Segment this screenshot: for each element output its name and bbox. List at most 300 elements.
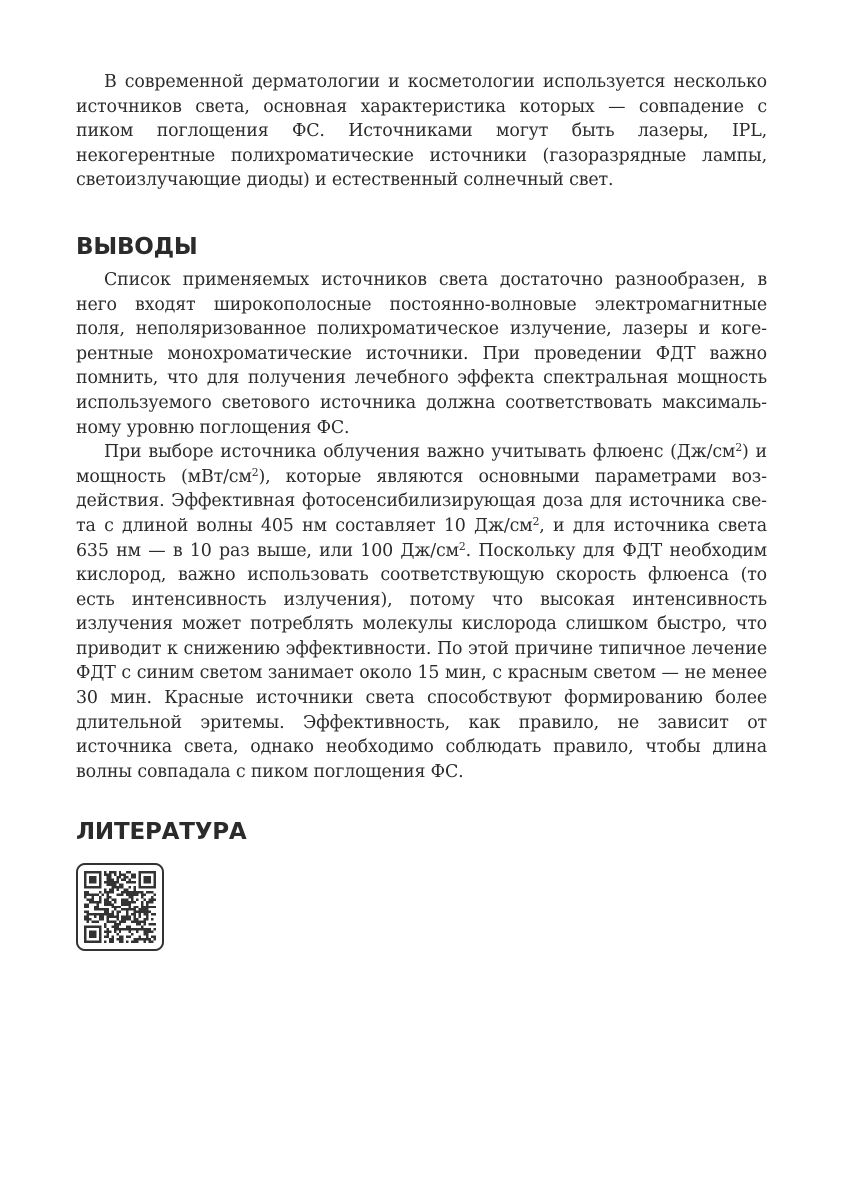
qr-module — [114, 881, 116, 883]
qr-module — [91, 881, 93, 883]
qr-module — [109, 901, 111, 903]
qr-module — [104, 914, 106, 916]
qr-module — [129, 871, 131, 873]
qr-module — [111, 881, 113, 883]
qr-module — [126, 881, 128, 883]
qr-module — [121, 941, 123, 943]
qr-module — [121, 904, 123, 906]
qr-module — [99, 884, 101, 886]
qr-module — [94, 871, 96, 873]
qr-module — [96, 914, 98, 916]
qr-module — [99, 874, 101, 876]
qr-module — [84, 879, 86, 881]
qr-module — [134, 921, 136, 923]
qr-module — [89, 881, 91, 883]
qr-module — [126, 911, 128, 913]
qr-module — [109, 914, 111, 916]
qr-module — [139, 876, 141, 878]
qr-module — [146, 871, 148, 873]
qr-module — [154, 906, 156, 908]
qr-module — [144, 881, 146, 883]
qr-module — [111, 884, 113, 886]
qr-module — [136, 906, 138, 908]
qr-module — [111, 904, 113, 906]
qr-module — [146, 934, 148, 936]
qr-module — [99, 891, 101, 893]
qr-module — [129, 929, 131, 931]
qr-module — [136, 919, 138, 921]
qr-module — [121, 909, 123, 911]
qr-module — [114, 901, 116, 903]
qr-module — [134, 889, 136, 891]
qr-module — [149, 931, 151, 933]
qr-module — [139, 884, 141, 886]
qr-module — [109, 921, 111, 923]
qr-module — [89, 941, 91, 943]
qr-module — [94, 934, 96, 936]
qr-module — [91, 914, 93, 916]
qr-module — [89, 871, 91, 873]
qr-module — [141, 896, 143, 898]
qr-module — [144, 899, 146, 901]
qr-module — [134, 911, 136, 913]
qr-module — [124, 876, 126, 878]
qr-module — [109, 904, 111, 906]
qr-module — [104, 881, 106, 883]
qr-module — [94, 876, 96, 878]
qr-module — [154, 886, 156, 888]
qr-module — [106, 876, 108, 878]
qr-module — [94, 886, 96, 888]
qr-module — [141, 891, 143, 893]
qr-module — [149, 941, 151, 943]
qr-module — [96, 901, 98, 903]
qr-module — [134, 909, 136, 911]
qr-module — [121, 919, 123, 921]
qr-module — [154, 884, 156, 886]
qr-module — [109, 889, 111, 891]
qr-module — [91, 901, 93, 903]
qr-module — [129, 891, 131, 893]
qr-module — [109, 879, 111, 881]
qr-module — [99, 899, 101, 901]
qr-module — [146, 901, 148, 903]
qr-module — [106, 921, 108, 923]
qr-module — [86, 911, 88, 913]
qr-module — [84, 936, 86, 938]
qr-module — [154, 879, 156, 881]
qr-module — [99, 871, 101, 873]
qr-module — [151, 931, 153, 933]
qr-module — [84, 941, 86, 943]
qr-module — [146, 904, 148, 906]
qr-module — [134, 876, 136, 878]
qr-module — [129, 909, 131, 911]
qr-module — [111, 914, 113, 916]
qr-module — [94, 921, 96, 923]
qr-module — [96, 871, 98, 873]
qr-module — [139, 881, 141, 883]
qr-module — [111, 886, 113, 888]
qr-module — [119, 871, 121, 873]
qr-module — [151, 936, 153, 938]
qr-module — [154, 938, 156, 940]
qr-module — [144, 924, 146, 926]
qr-module — [106, 899, 108, 901]
qr-module — [106, 919, 108, 921]
qr-module — [129, 916, 131, 918]
qr-module — [144, 921, 146, 923]
qr-module — [149, 938, 151, 940]
qr-module — [89, 926, 91, 928]
qr-module — [154, 871, 156, 873]
qr-module — [84, 929, 86, 931]
qr-module — [111, 938, 113, 940]
qr-module — [134, 901, 136, 903]
qr-module — [86, 894, 88, 896]
qr-module — [154, 894, 156, 896]
qr-module — [119, 886, 121, 888]
superscript: 2 — [532, 514, 540, 528]
qr-module — [94, 909, 96, 911]
page — [76, 70, 767, 951]
qr-code-frame[interactable] — [76, 863, 164, 951]
qr-module — [134, 886, 136, 888]
qr-module — [144, 876, 146, 878]
qr-module — [141, 921, 143, 923]
qr-module — [119, 924, 121, 926]
qr-module — [116, 929, 118, 931]
qr-module — [136, 938, 138, 940]
qr-module — [119, 874, 121, 876]
text-run: ), которые являются основными параметрами воздействия. Эффективная фотосенсибилизирующая доза для источника света с длиной волны 405 нм составляет 10 Дж/см — [76, 466, 767, 536]
qr-module — [99, 876, 101, 878]
qr-module — [141, 938, 143, 940]
qr-module — [84, 896, 86, 898]
qr-module — [119, 931, 121, 933]
qr-module — [121, 929, 123, 931]
qr-module — [116, 916, 118, 918]
qr-module — [84, 904, 86, 906]
qr-module — [129, 879, 131, 881]
qr-module — [129, 904, 131, 906]
qr-module — [86, 919, 88, 921]
qr-module — [114, 924, 116, 926]
qr-module — [84, 926, 86, 928]
qr-module — [124, 899, 126, 901]
qr-module — [116, 881, 118, 883]
qr-module — [91, 926, 93, 928]
qr-module — [96, 906, 98, 908]
qr-module — [84, 874, 86, 876]
qr-module — [136, 929, 138, 931]
qr-module — [111, 926, 113, 928]
qr-module — [146, 911, 148, 913]
qr-module — [116, 911, 118, 913]
qr-module — [146, 881, 148, 883]
text-run: При выборе источника облучения важно учитывать флюенс (Дж/см — [104, 442, 736, 463]
qr-module — [149, 871, 151, 873]
qr-module — [121, 884, 123, 886]
qr-module — [146, 906, 148, 908]
qr-module — [146, 909, 148, 911]
qr-module — [141, 871, 143, 873]
qr-module — [101, 916, 103, 918]
qr-module — [96, 909, 98, 911]
qr-module — [146, 938, 148, 940]
qr-module — [124, 879, 126, 881]
qr-module — [94, 879, 96, 881]
qr-module — [134, 906, 136, 908]
qr-module — [131, 941, 133, 943]
qr-module — [129, 906, 131, 908]
qr-module — [126, 899, 128, 901]
qr-module — [99, 896, 101, 898]
qr-module — [141, 929, 143, 931]
qr-module — [126, 894, 128, 896]
qr-module — [84, 871, 86, 873]
qr-module — [139, 879, 141, 881]
qr-module — [109, 881, 111, 883]
qr-module — [144, 886, 146, 888]
qr-module — [84, 884, 86, 886]
qr-module — [151, 891, 153, 893]
qr-module — [119, 906, 121, 908]
qr-module — [106, 881, 108, 883]
superscript: 2 — [735, 441, 743, 455]
qr-module — [96, 921, 98, 923]
qr-module — [94, 906, 96, 908]
qr-module — [141, 886, 143, 888]
qr-module — [139, 916, 141, 918]
qr-module — [104, 924, 106, 926]
qr-module — [144, 914, 146, 916]
qr-module — [109, 916, 111, 918]
qr-module — [116, 934, 118, 936]
qr-module — [139, 891, 141, 893]
qr-module — [151, 906, 153, 908]
qr-module — [129, 896, 131, 898]
qr-module — [139, 924, 141, 926]
qr-module — [126, 914, 128, 916]
qr-module — [126, 916, 128, 918]
qr-module — [116, 906, 118, 908]
qr-module — [114, 906, 116, 908]
qr-module — [99, 936, 101, 938]
qr-module — [129, 931, 131, 933]
qr-module — [114, 874, 116, 876]
qr-module — [124, 916, 126, 918]
qr-module — [106, 884, 108, 886]
qr-module — [136, 921, 138, 923]
qr-module — [91, 931, 93, 933]
qr-module — [101, 909, 103, 911]
qr-module — [121, 938, 123, 940]
qr-module — [106, 914, 108, 916]
qr-module — [141, 909, 143, 911]
qr-module — [94, 941, 96, 943]
qr-module — [89, 934, 91, 936]
qr-module — [136, 891, 138, 893]
qr-module — [116, 886, 118, 888]
qr-module — [119, 941, 121, 943]
qr-module — [104, 891, 106, 893]
qr-module — [131, 914, 133, 916]
qr-module — [146, 919, 148, 921]
qr-module — [91, 941, 93, 943]
qr-module — [139, 886, 141, 888]
qr-module — [84, 886, 86, 888]
qr-module — [139, 874, 141, 876]
conclusions-paragraph-1: Список применяемых источников света достаточно разнообразен, в него входят широкополосные постоянно-волновые электромагнитные поля, неполяризованное полихроматическое излучение, лазеры и когерентные монохроматические источники. При проведении ФДТ важно помнить, что для получения лечебного эффекта спектральная мощность используемого светового источника должна соответствовать максимальному уровню поглощения ФС. — [76, 269, 767, 438]
qr-module — [131, 899, 133, 901]
qr-module — [139, 911, 141, 913]
qr-module — [116, 924, 118, 926]
qr-module — [146, 936, 148, 938]
qr-module — [99, 879, 101, 881]
qr-module — [126, 929, 128, 931]
qr-module — [111, 921, 113, 923]
qr-module — [109, 896, 111, 898]
qr-module — [129, 886, 131, 888]
qr-module — [99, 934, 101, 936]
qr-module — [94, 926, 96, 928]
qr-module — [131, 901, 133, 903]
qr-module — [119, 921, 121, 923]
qr-module — [86, 941, 88, 943]
qr-module — [124, 874, 126, 876]
qr-module — [126, 909, 128, 911]
qr-module — [126, 926, 128, 928]
qr-module — [139, 909, 141, 911]
qr-module — [86, 916, 88, 918]
qr-module — [91, 879, 93, 881]
qr-module — [91, 934, 93, 936]
qr-module — [106, 896, 108, 898]
qr-module — [109, 874, 111, 876]
qr-module — [126, 871, 128, 873]
text-run: . Поскольку для ФДТ необходим кислород, важно использовать соответствующую скорость флюенса (то есть интенсивность излучения), потому что высокая интенсивность излучения может потреблять молекулы кислорода слишком быстро, что приводит к снижению эффективности. По этой причине типичное лечение ФДТ с синим светом занимает около 15 мин, с красным светом — не менее 30 мин. Красные источники света способствуют формированию более длительной эритемы. Эффективность, как правило, не зависит от источника света, однако необходимо соблюдать правило, чтобы длина волны совпадала с пиком поглощения ФС. — [76, 540, 767, 782]
qr-module — [119, 936, 121, 938]
qr-module — [101, 894, 103, 896]
qr-module — [94, 914, 96, 916]
qr-module — [149, 929, 151, 931]
qr-module — [104, 901, 106, 903]
qr-module — [86, 891, 88, 893]
qr-module — [124, 901, 126, 903]
qr-module — [84, 938, 86, 940]
qr-module — [106, 911, 108, 913]
qr-module — [119, 911, 121, 913]
qr-module — [111, 941, 113, 943]
qr-module — [131, 921, 133, 923]
qr-module — [121, 899, 123, 901]
qr-module — [114, 929, 116, 931]
qr-module — [109, 876, 111, 878]
qr-module — [141, 906, 143, 908]
qr-module — [139, 921, 141, 923]
qr-module — [124, 891, 126, 893]
qr-module — [121, 886, 123, 888]
qr-module — [129, 894, 131, 896]
qr-module — [106, 904, 108, 906]
text-run: , и для источника света 635 нм — в 10 раз выше, или 100 Дж/см — [76, 515, 767, 561]
qr-module — [91, 886, 93, 888]
qr-module — [86, 899, 88, 901]
qr-module — [84, 911, 86, 913]
qr-module — [111, 936, 113, 938]
qr-module — [144, 879, 146, 881]
qr-module — [151, 924, 153, 926]
qr-module — [151, 871, 153, 873]
qr-module — [126, 891, 128, 893]
qr-module — [106, 936, 108, 938]
qr-module — [149, 879, 151, 881]
qr-module — [141, 894, 143, 896]
qr-module — [146, 916, 148, 918]
qr-module — [104, 911, 106, 913]
qr-module — [124, 921, 126, 923]
qr-module — [129, 936, 131, 938]
qr-module — [99, 929, 101, 931]
qr-module — [111, 879, 113, 881]
qr-module — [139, 936, 141, 938]
qr-module — [89, 919, 91, 921]
qr-module — [149, 876, 151, 878]
qr-module — [154, 914, 156, 916]
qr-module — [144, 894, 146, 896]
qr-module — [96, 894, 98, 896]
qr-module — [149, 901, 151, 903]
qr-module — [89, 886, 91, 888]
qr-module — [106, 916, 108, 918]
qr-module — [136, 931, 138, 933]
qr-module — [106, 894, 108, 896]
qr-module — [99, 916, 101, 918]
qr-module — [111, 899, 113, 901]
qr-module — [111, 916, 113, 918]
qr-module — [91, 876, 93, 878]
qr-module — [134, 919, 136, 921]
qr-module — [126, 901, 128, 903]
qr-module — [119, 938, 121, 940]
qr-module — [84, 876, 86, 878]
qr-module — [99, 909, 101, 911]
qr-module — [119, 929, 121, 931]
qr-module — [84, 891, 86, 893]
qr-module — [144, 934, 146, 936]
qr-module — [121, 894, 123, 896]
qr-module — [129, 919, 131, 921]
qr-module — [141, 911, 143, 913]
qr-module — [111, 889, 113, 891]
qr-module — [131, 874, 133, 876]
qr-module — [119, 884, 121, 886]
qr-module — [124, 929, 126, 931]
qr-module — [129, 926, 131, 928]
qr-module — [121, 921, 123, 923]
qr-module — [99, 941, 101, 943]
qr-module — [151, 899, 153, 901]
qr-module — [121, 916, 123, 918]
qr-module — [94, 916, 96, 918]
intro-paragraph: В современной дерматологии и косметологии используется несколько источников света, основная характеристика которых — совпадение с пиком поглощения ФС. Источниками могут быть лазеры, IPL, некогерентные полихроматические источники (газоразрядные лампы, светоизлучающие диоды) и естественный солнечный свет. — [76, 72, 767, 191]
qr-module — [141, 901, 143, 903]
qr-module — [126, 941, 128, 943]
qr-module — [116, 894, 118, 896]
qr-module — [121, 891, 123, 893]
qr-module — [129, 881, 131, 883]
